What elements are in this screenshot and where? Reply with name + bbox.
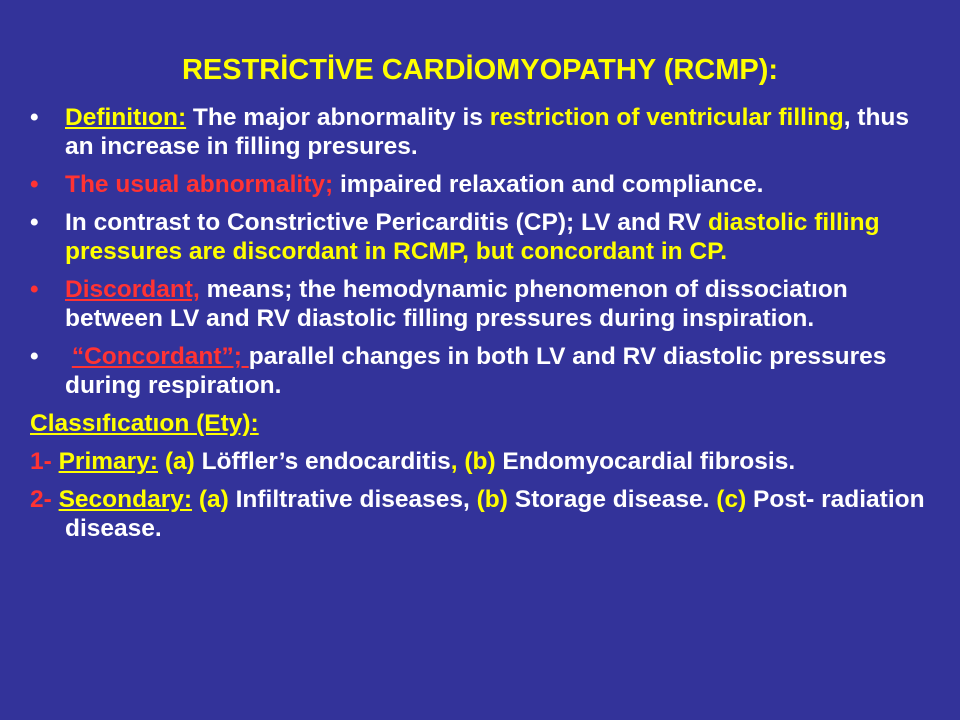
- definition-text-1: The major abnormality is: [186, 104, 490, 131]
- contrast-highlight: diastolic filling pressures are discordant in RCMP, but concordant in CP.: [65, 209, 880, 265]
- bullet-concordant: [30, 342, 930, 400]
- secondary-c-marker: (c): [716, 486, 747, 513]
- primary-number: 1-: [30, 448, 59, 475]
- usual-abnormality-text: impaired relaxation and compliance.: [333, 171, 764, 198]
- contrast-text: In contrast to Constrictive Pericarditis (CP); LV and RV: [65, 209, 709, 236]
- definition-highlight: restriction of ventricular filling: [489, 104, 844, 131]
- classification-heading: Classıfıcatıon (Ety):: [30, 410, 259, 437]
- bullet-discordant: [30, 275, 930, 333]
- primary-b-text: Endomyocardial fibrosis.: [495, 448, 796, 475]
- classification-item-secondary: [30, 485, 930, 543]
- bullet-dot: •: [30, 343, 39, 370]
- secondary-number: 2-: [30, 486, 59, 513]
- definition-label: Definitıon:: [65, 104, 187, 131]
- secondary-label: Secondary:: [58, 486, 193, 513]
- discordant-label: Discordant,: [65, 276, 200, 303]
- concordant-lead: [65, 343, 72, 370]
- bullet-dot: •: [30, 104, 39, 131]
- secondary-c-text: Post- radiation disease.: [65, 486, 925, 542]
- secondary-b-text: Storage disease.: [507, 486, 717, 513]
- bullet-dot: •: [30, 171, 39, 198]
- slide-title: RESTRİCTİVE CARDİOMYOPATHY (RCMP):: [181, 54, 779, 86]
- definition-text-2: , thus an increase in filling presures.: [65, 104, 910, 160]
- secondary-a-text: Infiltrative diseases,: [228, 486, 477, 513]
- primary-b-marker: , (b): [450, 448, 496, 475]
- bullet-dot: •: [30, 276, 39, 303]
- slide-content: [30, 103, 930, 552]
- primary-a-text: Löffler’s endocarditis: [194, 448, 451, 475]
- secondary-a-marker: (a): [192, 486, 229, 513]
- concordant-text: parallel changes in both LV and RV diastolic pressures during respiratıon.: [65, 343, 887, 399]
- primary-label: Primary:: [58, 448, 159, 475]
- classification-item-primary: [30, 447, 930, 476]
- primary-a-marker: (a): [158, 448, 195, 475]
- concordant-label: “Concordant”;: [71, 343, 249, 370]
- bullet-usual-abnormality: [30, 170, 930, 199]
- bullet-dot: •: [30, 209, 39, 236]
- discordant-text: means; the hemodynamic phenomenon of dissociatıon between LV and RV diastolic filling pressures during inspiration.: [65, 276, 848, 332]
- bullet-contrast: [30, 208, 930, 266]
- secondary-b-marker: (b): [476, 486, 508, 513]
- bullet-definition: [30, 103, 930, 161]
- usual-abnormality-label: The usual abnormality;: [65, 171, 334, 198]
